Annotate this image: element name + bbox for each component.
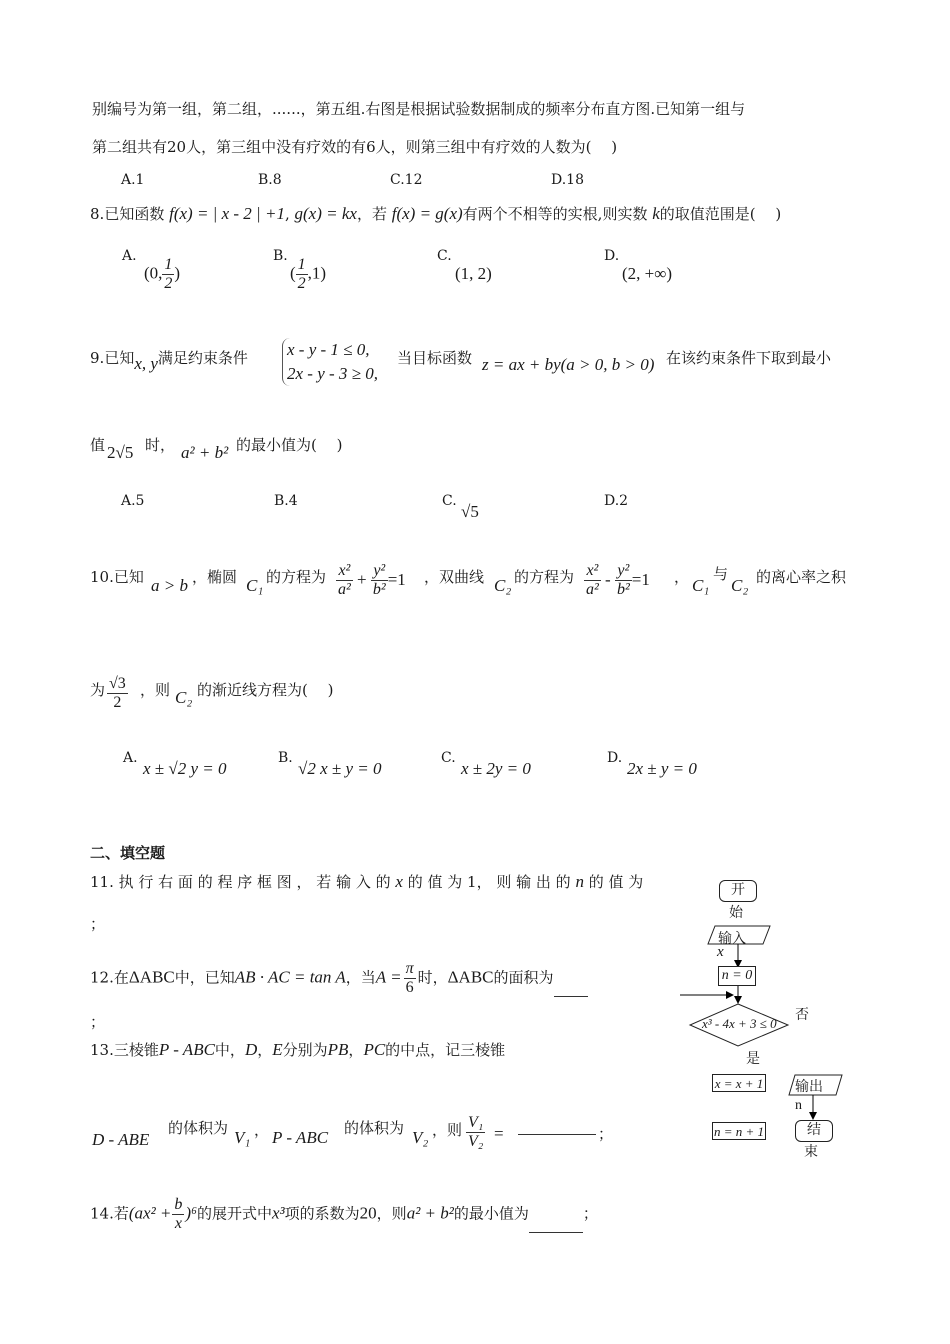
- q13-ratio: $\frac{\text{V₁}}{\text{V₂}}$: [468, 1114, 484, 1150]
- q8-option-b-label: B.: [273, 248, 288, 264]
- q7-line2: 第二组共有20人，第三组中没有疗效的有6人，则第三组中有疗效的人数为( ): [92, 138, 618, 156]
- q8-text-b: ，若: [356, 205, 387, 223]
- q10-ellipse-eq: $\frac{\text{x²}}{\text{a²}}$ + $\frac{\text{y²}}{\text{b²}}$ =1: [338, 562, 406, 598]
- q8-fx: f(x) = | x - 2 | +1: [169, 204, 285, 223]
- q10-option-c-label: C.: [441, 750, 456, 766]
- q9-option-c: √5: [461, 502, 479, 521]
- flowchart-end-label: 束: [804, 1144, 818, 1160]
- flowchart-step-x: x = x + 1: [712, 1074, 766, 1092]
- q9-line2-a: 值: [90, 436, 106, 454]
- q13-text-f: ，: [254, 1121, 270, 1139]
- q8-gx: g(x) = kx: [294, 204, 357, 223]
- q8-stem: 8.已知函数 f(x) = | x - 2 | +1, g(x) = kx，若 f(x) = g(x)有两个不相等的实根,则实数 k的取值范围是( ): [90, 204, 782, 223]
- q9-constraint-2: 2x - y - 3 ≥ 0,: [287, 364, 378, 383]
- flowchart-end: 结: [795, 1120, 833, 1142]
- flowchart-yes: 是: [746, 1051, 760, 1067]
- q9-text-c: 当目标函数: [397, 349, 473, 367]
- q8-option-c: (1, 2): [455, 264, 492, 283]
- q10-line2-b: ，则: [140, 681, 171, 699]
- q8-text-a: 已知函数: [104, 205, 165, 223]
- q13-pabc2: P - ABC: [272, 1128, 329, 1147]
- q10-c1b: C₁: [692, 576, 710, 595]
- q10-text-h: 的离心率之积: [756, 568, 847, 586]
- flowchart-start-label: 始: [729, 905, 743, 921]
- q9-expr: a² + b²: [181, 443, 229, 462]
- q7-option-b: B.8: [258, 172, 282, 188]
- q9-line2-b: 时，: [145, 436, 176, 454]
- q10-option-b: √2 x ± y = 0: [298, 759, 382, 778]
- q10-option-a: x ± √2 y = 0: [143, 759, 227, 778]
- q10-number-text: 10.已知: [90, 568, 144, 586]
- q8-number: 8.: [90, 205, 105, 223]
- q10-c2: C₂: [494, 576, 512, 595]
- q7-option-c: C.12: [390, 172, 423, 188]
- q13-stem: 13.三棱锥P - ABC中，D，E分别为PB，PC的中点，记三棱锥: [90, 1040, 506, 1059]
- q12-answer-blank[interactable]: [554, 980, 588, 997]
- q10-text-g: 与: [713, 565, 729, 583]
- flowchart-output-var: n: [795, 1098, 802, 1113]
- q10-option-a-label: A.: [123, 750, 138, 766]
- q13-text-h: ，则: [432, 1121, 463, 1139]
- flowchart-output: 输出: [795, 1079, 823, 1095]
- q9-line2-c: 的最小值为( ): [236, 436, 343, 454]
- q13-text-g: 的体积为: [344, 1119, 405, 1137]
- q9-stem-a: 9.已知x, y满足约束条件: [90, 349, 248, 373]
- q7-option-d: D.18: [551, 172, 584, 188]
- q7-option-a: A.1: [121, 172, 145, 188]
- flowchart-init: n = 0: [718, 966, 756, 986]
- q10-text-f: ，: [674, 568, 690, 586]
- q13-answer-blank[interactable]: [518, 1118, 596, 1135]
- q13-eq: =: [494, 1124, 504, 1143]
- q9-option-d: D.2: [604, 493, 629, 509]
- flowchart-no: 否: [795, 1007, 809, 1023]
- q9-min-value: 2√5: [107, 443, 134, 462]
- flowchart-input: 输入: [718, 931, 746, 947]
- q9-constraints: [282, 338, 378, 386]
- q8-option-d: (2, +∞): [622, 264, 673, 283]
- flowchart-start: 开: [719, 880, 757, 902]
- q8-text-d: 的取值范围是( ): [659, 205, 782, 223]
- q10-c2b: C₂: [731, 576, 749, 595]
- q11-end: ；: [90, 915, 106, 933]
- q10-text-c: 的方程为: [266, 568, 327, 586]
- q10-text-e: 的方程为: [514, 568, 575, 586]
- q10-option-d: 2x ± y = 0: [627, 759, 697, 778]
- q8-option-a-label: A.: [122, 248, 137, 264]
- q13-text-e: 的体积为: [168, 1119, 229, 1137]
- q8-option-a: (0, $\frac{1}{2}$ ): [144, 256, 181, 292]
- q10-cond: a > b: [151, 576, 188, 595]
- q10-option-d-label: D.: [607, 750, 623, 766]
- q10-text-b: ，椭圆: [192, 568, 238, 586]
- q9-text-d: 在该约束条件下取到最小: [666, 349, 832, 367]
- q14-answer-blank[interactable]: [529, 1216, 583, 1233]
- q8-text-c: 有两个不相等的实根,则实数: [462, 205, 648, 223]
- q10-line2-a: 为: [90, 681, 106, 699]
- q9-option-b: B.4: [274, 493, 298, 509]
- q13-v1: V₁: [234, 1128, 251, 1147]
- q10-text-d: ，双曲线: [424, 568, 485, 586]
- q10-option-b-label: B.: [278, 750, 293, 766]
- q7-line1: 别编号为第一组，第二组，......，第五组.右图是根据试验数据制成的频率分布直方图.已知第一组与: [92, 100, 746, 118]
- q10-hyperbola-eq: $\frac{\text{x²}}{\text{a²}}$ - $\frac{\text{y²}}{\text{b²}}$ =1: [586, 562, 650, 598]
- q8-eq: f(x) = g(x): [391, 204, 463, 223]
- q12-end: ；: [90, 1013, 106, 1031]
- flowchart-step-n: n = n + 1: [713, 1124, 765, 1139]
- q13-dabe: D - ABE: [92, 1130, 150, 1149]
- q11-stem: 11. 执 行 右 面 的 程 序 框 图 ， 若 输 入 的 x 的 值 为 1， 则 输 出 的 n 的 值 为: [90, 872, 644, 891]
- q10-line2-c: 的渐近线方程为( ): [197, 681, 334, 699]
- q13-end: ；: [598, 1125, 614, 1143]
- q9-option-c-label: C.: [442, 493, 457, 509]
- q8-option-c-label: C.: [437, 248, 452, 264]
- q9-constraint-1: x - y - 1 ≤ 0,: [287, 340, 370, 359]
- q14-stem: 14.若(ax² + $\frac{b}{x}$ )⁶的展开式中x³项的系数为20，则a² + b²的最小值为 ；: [90, 1196, 598, 1232]
- q10-c1: C₁: [246, 576, 264, 595]
- q10-c2c: C₂: [175, 688, 193, 707]
- flowchart-condition: x³ - 4x + 3 ≤ 0: [702, 1016, 777, 1031]
- flowchart-input-var: x: [717, 944, 724, 960]
- q9-option-a: A.5: [121, 493, 145, 509]
- q8-k: k: [652, 204, 660, 223]
- q8-option-b: ( $\frac{1}{2}$ ,1): [290, 256, 327, 292]
- section-title-fill-in: 二、填空题: [90, 844, 166, 862]
- q9-objective: z = ax + by(a > 0, b > 0): [482, 355, 655, 374]
- q9-vars: x, y: [134, 354, 158, 373]
- q8-option-d-label: D.: [604, 248, 620, 264]
- q12-stem: 12.在ΔABC中，已知AB · AC = tan A，当A = $\frac{\pi}{6}$ 时，ΔABC的面积为: [90, 960, 588, 997]
- q10-ratio: $\frac{√3}{2}$: [109, 675, 126, 711]
- q13-v2: V₂: [412, 1128, 429, 1147]
- q10-option-c: x ± 2y = 0: [461, 759, 531, 778]
